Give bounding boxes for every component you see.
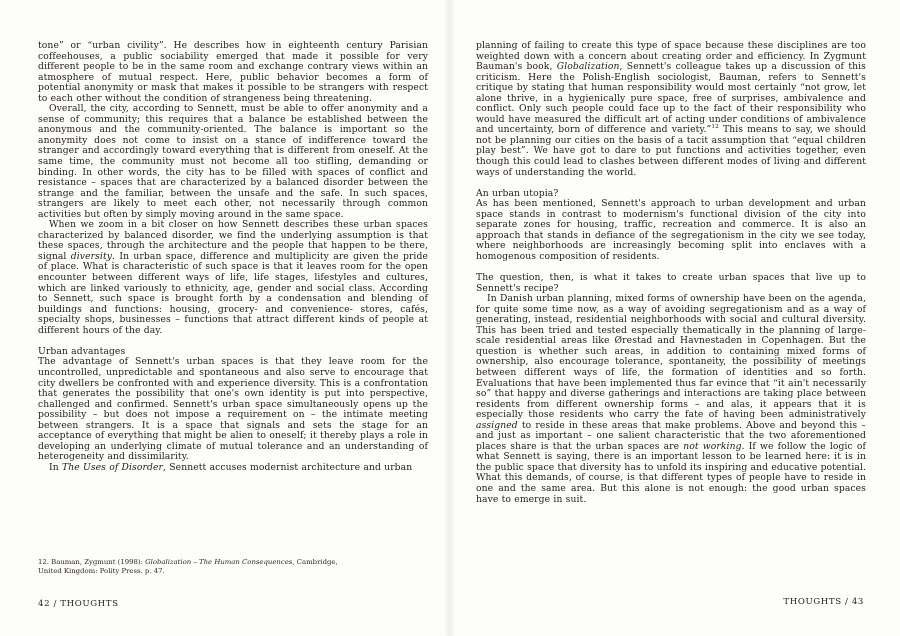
- italic-text-run: The Uses of Disorder: [61, 461, 164, 473]
- text-run: . In urban space, difference and multiplicity are given the pride of place. What is characteristic of such space is that it leaves room for the open encounter between different ways of life, life stages, lifestyles and cultures, which are linked variously to ethnicity, age, gender and social class. According to Sennett, such space is brought forth by a condensation and blending of buildings and functions: housing, grocery- and convenience- stores, cafés, specialty shops, businesses – functions that attract different kinds of people at different hours of the day.: [38, 250, 428, 336]
- left-page-footer: 42 / THOUGHTS: [38, 599, 119, 609]
- text-run: , Sennett accuses modernist architecture and urban: [163, 461, 413, 473]
- body-paragraph: [476, 294, 866, 505]
- left-page-footnote: [38, 558, 338, 575]
- text-run: This means to say, we should not be planning our cities on the basis of a tacit assumption that “equal children play best”. We have got to dare to put functions and activities together, even though this could lead to clashes between different modes of living and different ways of understanding the world.: [476, 124, 866, 178]
- text-run: 12. Bauman, Zygmunt (1998):: [38, 558, 146, 566]
- body-paragraph: [38, 357, 428, 462]
- body-paragraph: [476, 199, 866, 262]
- text-run: planning of failing to create this type of space because these disciplines are too weighted down with a concern about creating order and efficiency. In Zygmunt Bauman's book,: [476, 40, 866, 73]
- text-run: When we zoom in a bit closer on how Sennett describes these urban spaces characterized by balanced disorder, we find the underlying assumption is that these spaces, through the architecture and the people that happen to be there, signal: [38, 219, 428, 262]
- body-paragraph: [38, 463, 428, 474]
- body-paragraph: [476, 273, 866, 294]
- text-run: Overall, the city, according to Sennett, must be able to offer anonymity and a sense of community; this requires that a balance be established between the anonymous and the community-oriented. The balance is important so the anonymity does not come to insist on a stance of indifference toward the stranger and accordingly toward everything that is different from oneself. At the same time, the community must not become all too stifling, demanding or binding. In other words, the city has to be filled with spaces of conflict and resistance – spaces that are characterized by a balanced disorder between the strange and the familiar, between the unsafe and the safe. In such spaces, strangers are likely to meet each other, not necessarily through common activities but often by simply moving around in the same space.: [38, 103, 428, 220]
- body-paragraph: [38, 41, 428, 104]
- text-run: In Danish urban planning, mixed forms of ownership have been on the agenda, for quite some time now, as a way of avoiding segregationism and as a way of generating, instead, residential neighborhoods with social and cultural diversity. This has been tried and tested especially thematically in the planning of large-scale residential areas like Ørestad and Havnestaden in Copenhagen. But the question is whether such areas, in addition to containing mixed forms of ownership, also encourage tolerance, spontaneity, the possibility of meetings between different ways of life, the formation of identities and so forth. Evaluations that have been implemented thus far evince that “it ain't necessarily so” that happy and diverse gatherings and interactions are taking place between residents from different ownership forms – and alas, it appears that it is especially those residents who carry the fate of having been administratively: [476, 293, 866, 421]
- text-run: . If we follow the logic of what Sennett is saying, there is an important lesson to be learned here: it is in the public space that diversity has to unfold its inspiring and educative potential. What this demands, of course, is that different types of people have to reside in one and the same area. But this alone is not enough: the good urban spaces have to emerge in suit.: [476, 440, 867, 505]
- page-spine-shadow: [444, 0, 456, 636]
- text-run: In: [49, 461, 62, 473]
- text-run: , Cambridge, United Kingdom: Polity Press. p. 47.: [38, 558, 338, 575]
- text-run: An urban utopia?: [476, 187, 559, 199]
- italic-text-run: Globalization: [556, 61, 620, 73]
- left-page-text-column: [38, 41, 428, 473]
- text-run: Urban advantages: [38, 345, 126, 357]
- italic-text-run: not working: [683, 440, 742, 452]
- right-page-text-column: [476, 41, 866, 505]
- text-run: to reside in these areas that make problems. Above and beyond this – and just as important – one salient characteristic that the two aforementioned places share is that the urban spaces are: [476, 419, 866, 452]
- body-paragraph: [38, 220, 428, 336]
- body-paragraph: [38, 104, 428, 220]
- text-run: tone” or “urban civility”. He describes how in eighteenth century Parisian coffeehouses, a public sociability emerged that made it possible for very different people to be in the same room and exchange contrary views within an atmosphere of mutual respect. Here, public behavior becomes a form of potential anonymity or mask that makes it possible to be strangers with respect to each other without the condition of strangeness being threatening.: [38, 40, 428, 104]
- body-paragraph: [476, 41, 866, 178]
- text-run: The question, then, is what it takes to create urban spaces that live up to Sennett's recipe?: [476, 272, 866, 294]
- right-page-footer: THOUGHTS / 43: [783, 597, 864, 607]
- italic-text-run: Globalization – The Human Consequences: [145, 558, 293, 566]
- text-run: , Sennett's colleague takes up a discussion of this criticism. Here the Polish-English sociologist, Bauman, refers to Sennett's critique by stating that human responsibility would most certainly “not grow, let alone thrive, in a hygienically pure space, free of surprises, ambivalence and conflict. Only such people could face up to the fact of their responsibility who would have measured the difficult art of acting under conditions of ambivalence and uncertainty, born of difference and variety.”: [476, 61, 866, 136]
- text-run: The advantage of Sennett's urban spaces is that they leave room for the uncontrolled, unpredictable and spontaneous and also serve to encourage that city dwellers be confronted with and experience diversity. This is a confrontation that generates the possibility that one's own identity is put into perspective, challenged and confirmed. Sennett's urban space simultaneously opens up the possibility – but does not impose a requirement on – the intimate meeting between strangers. It is a space that signals and sets the stage for an acceptance of everything that might be alien to oneself; it thereby plays a role in developing an underlying climate of mutual tolerance and an understanding of heterogeneity and dissimilarity.: [38, 356, 428, 463]
- italic-text-run: diversity: [70, 250, 113, 262]
- italic-text-run: assigned: [476, 419, 518, 431]
- footnote-reference: 12: [711, 124, 719, 131]
- text-run: As has been mentioned, Sennett's approach to urban development and urban space stands in contrast to modernism's functional division of the city into separate zones for housing, traffic, recreation and commerce. It is also an approach that stands in defiance of the segregationism in the city we see today, where neighborhoods are increasingly becoming split into enclaves with a homogenous composition of residents.: [476, 198, 866, 262]
